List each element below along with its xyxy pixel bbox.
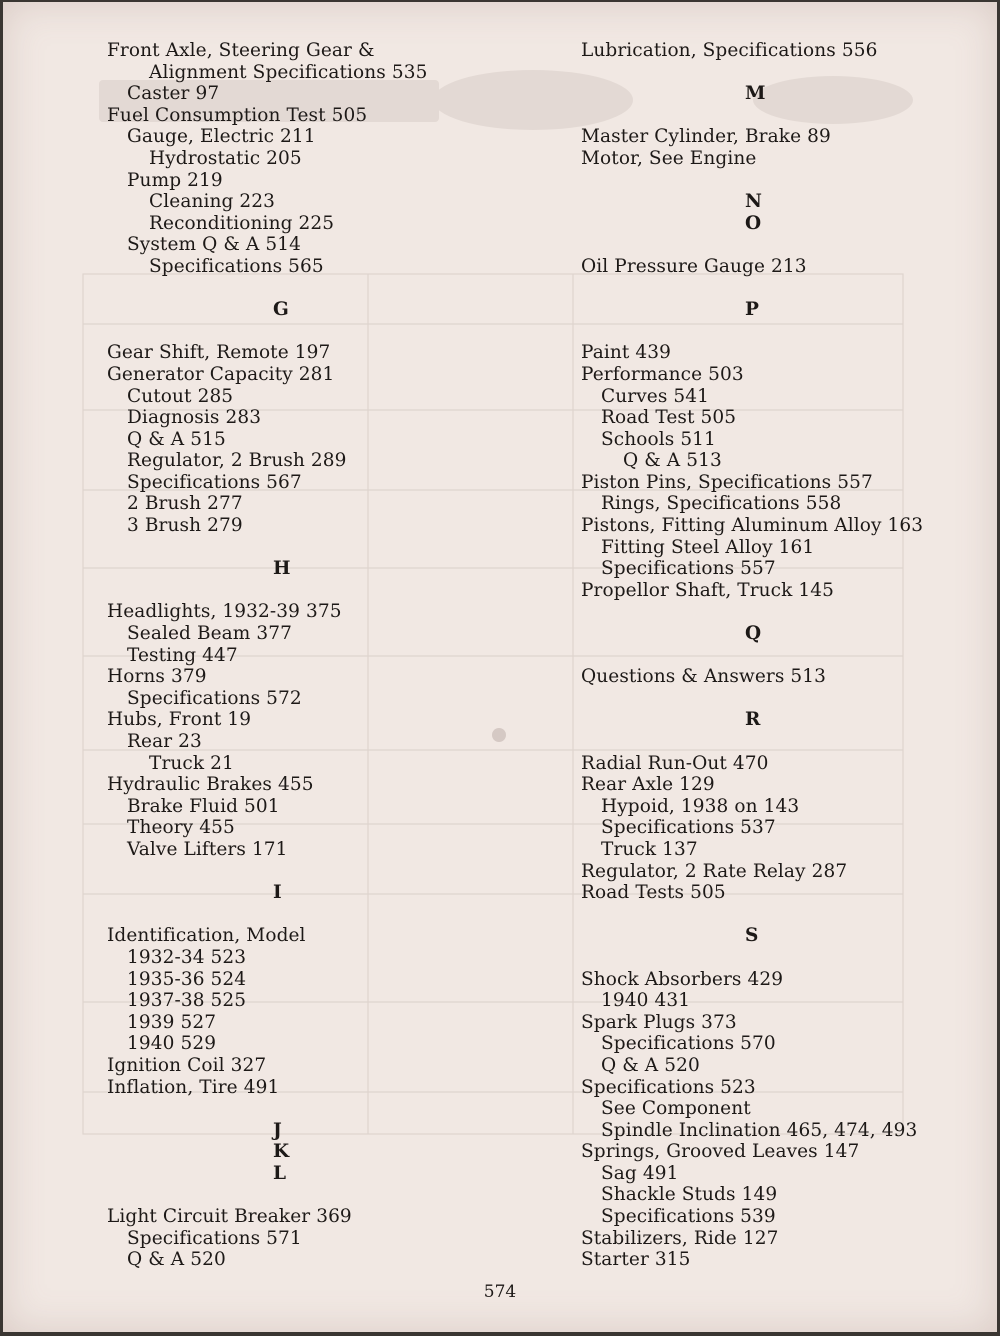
- index-subentry: Diagnosis 283: [127, 407, 262, 429]
- index-entry: Ignition Coil 327: [107, 1054, 267, 1076]
- section-spacer: [581, 170, 991, 192]
- index-entry: Piston Pins, Specifications 557: [581, 471, 873, 493]
- index-entry: Questions & Answers 513: [581, 666, 827, 688]
- index-entry: Gear Shift, Remote 197: [107, 342, 331, 364]
- section-spacer: [581, 731, 991, 753]
- index-column-left: [107, 40, 577, 1271]
- index-entry: Hubs, Front 19: [107, 709, 252, 731]
- index-entry: Radial Run-Out 470: [581, 752, 769, 774]
- section-letter-heading: Q: [745, 623, 762, 645]
- index-entry: Headlights, 1932-39 375: [107, 601, 342, 623]
- section-spacer: [581, 234, 991, 256]
- index-subentry: Q & A 515: [127, 428, 226, 450]
- index-entry: Regulator, 2 Rate Relay 287: [581, 860, 848, 882]
- section-spacer: [107, 904, 577, 926]
- section-spacer: [107, 537, 577, 559]
- index-subentry: Specifications 567: [127, 471, 302, 493]
- section-letter-heading: J: [273, 1119, 282, 1141]
- index-subentry: Specifications 539: [601, 1206, 776, 1228]
- section-spacer: [107, 321, 577, 343]
- index-subentry: 1932-34 523: [127, 946, 247, 968]
- index-entry: Horns 379: [107, 666, 207, 688]
- section-letter-heading: R: [745, 709, 761, 731]
- index-subentry: Road Test 505: [601, 407, 737, 429]
- index-entry: Performance 503: [581, 363, 744, 385]
- index-entry: Specifications 523: [581, 1076, 756, 1098]
- book-page: [3, 2, 997, 1332]
- index-subentry: Hypoid, 1938 on 143: [601, 795, 800, 817]
- index-subentry: 1940 529: [127, 1033, 217, 1055]
- index-subentry: Theory 455: [127, 817, 235, 839]
- index-subentry: Sealed Beam 377: [127, 623, 293, 645]
- index-subentry: 1937-38 525: [127, 990, 247, 1012]
- index-entry: Generator Capacity 281: [107, 363, 335, 385]
- index-subentry: Spindle Inclination 465, 474, 493: [601, 1119, 918, 1141]
- index-subentry: Specifications 565: [149, 255, 324, 277]
- section-letter-heading: N: [745, 191, 762, 213]
- index-entry: Fuel Consumption Test 505: [107, 104, 368, 126]
- section-spacer: [581, 688, 991, 710]
- index-subentry: Specifications 557: [601, 558, 776, 580]
- section-spacer: [581, 947, 991, 969]
- index-entry: Road Tests 505: [581, 882, 726, 904]
- index-entry: Spark Plugs 373: [581, 1011, 737, 1033]
- index-subentry: Hydrostatic 205: [149, 147, 302, 169]
- section-letter-heading: I: [273, 882, 282, 904]
- index-subentry: Truck 21: [149, 752, 234, 774]
- index-entry: Springs, Grooved Leaves 147: [581, 1141, 860, 1163]
- section-spacer: [107, 1184, 577, 1206]
- index-subentry: Caster 97: [127, 83, 220, 105]
- index-subentry: Regulator, 2 Brush 289: [127, 450, 347, 472]
- index-subentry: Brake Fluid 501: [127, 795, 280, 817]
- index-subentry: Specifications 537: [601, 817, 776, 839]
- index-subentry: Rings, Specifications 558: [601, 493, 842, 515]
- section-letter-heading: L: [273, 1162, 287, 1184]
- section-spacer: [581, 601, 991, 623]
- section-letter-heading: G: [273, 299, 289, 321]
- index-entry: Front Axle, Steering Gear &: [107, 40, 375, 61]
- section-letter-heading: O: [745, 212, 762, 234]
- index-subentry: Reconditioning 225: [149, 212, 335, 234]
- section-letter-heading: P: [745, 299, 759, 321]
- index-subentry: Pump 219: [127, 169, 223, 191]
- index-entry: Paint 439: [581, 342, 672, 364]
- index-subentry: Truck 137: [601, 838, 698, 860]
- index-subentry: Q & A 513: [623, 450, 722, 472]
- index-subentry: Schools 511: [601, 428, 716, 450]
- index-entry: Motor, See Engine: [581, 147, 757, 169]
- index-subentry: 3 Brush 279: [127, 515, 243, 537]
- index-subentry: 2 Brush 277: [127, 493, 243, 515]
- index-subentry: See Component: [601, 1098, 751, 1120]
- index-subentry: Q & A 520: [601, 1054, 700, 1076]
- index-subentry: Specifications 570: [601, 1033, 776, 1055]
- index-subentry: Cutout 285: [127, 385, 234, 407]
- index-entry: Oil Pressure Gauge 213: [581, 255, 807, 277]
- index-subentry: Sag 491: [601, 1162, 679, 1184]
- index-entry: Rear Axle 129: [581, 774, 715, 796]
- index-entry: Pistons, Fitting Aluminum Alloy 163: [581, 515, 924, 537]
- index-entry: Starter 315: [581, 1249, 691, 1271]
- section-spacer: [107, 278, 577, 300]
- section-letter-heading: K: [273, 1141, 290, 1163]
- index-entry: Inflation, Tire 491: [107, 1076, 280, 1098]
- index-entry: Identification, Model: [107, 925, 306, 947]
- section-spacer: [581, 904, 991, 926]
- index-subentry: Shackle Studs 149: [601, 1184, 778, 1206]
- index-subentry: System Q & A 514: [127, 234, 301, 256]
- index-subentry: Testing 447: [127, 644, 238, 666]
- index-entry: Propellor Shaft, Truck 145: [581, 579, 835, 601]
- index-subentry: Fitting Steel Alloy 161: [601, 536, 815, 558]
- index-entry: Master Cylinder, Brake 89: [581, 126, 831, 148]
- index-subentry: Q & A 520: [127, 1249, 226, 1271]
- index-subentry: Curves 541: [601, 385, 709, 407]
- index-entry: Lubrication, Specifications 556: [581, 40, 878, 61]
- index-column-right: [581, 40, 991, 1271]
- index-subentry: 1939 527: [127, 1011, 217, 1033]
- index-subentry: Cleaning 223: [149, 191, 276, 213]
- index-subentry: 1935-36 524: [127, 968, 247, 990]
- section-spacer: [107, 861, 577, 883]
- section-letter-heading: S: [745, 925, 759, 947]
- index-entry: Shock Absorbers 429: [581, 968, 784, 990]
- section-spacer: [581, 105, 991, 127]
- section-letter-heading: M: [745, 83, 766, 105]
- index-entry: Light Circuit Breaker 369: [107, 1206, 352, 1228]
- page-number: 574: [483, 1282, 517, 1302]
- section-letter-heading: H: [273, 558, 291, 580]
- index-subentry: Alignment Specifications 535: [149, 61, 428, 83]
- section-spacer: [107, 1098, 577, 1120]
- section-spacer: [581, 645, 991, 667]
- index-subentry: Rear 23: [127, 731, 202, 752]
- section-spacer: [581, 62, 991, 84]
- index-entry: Hydraulic Brakes 455: [107, 774, 314, 796]
- index-subentry: 1940 431: [601, 990, 691, 1012]
- section-spacer: [581, 321, 991, 343]
- index-subentry: Valve Lifters 171: [127, 838, 288, 860]
- index-entry: Stabilizers, Ride 127: [581, 1227, 779, 1249]
- index-subentry: Gauge, Electric 211: [127, 126, 316, 148]
- section-spacer: [107, 580, 577, 602]
- index-subentry: Specifications 571: [127, 1227, 302, 1249]
- section-spacer: [581, 278, 991, 300]
- index-subentry: Specifications 572: [127, 687, 302, 709]
